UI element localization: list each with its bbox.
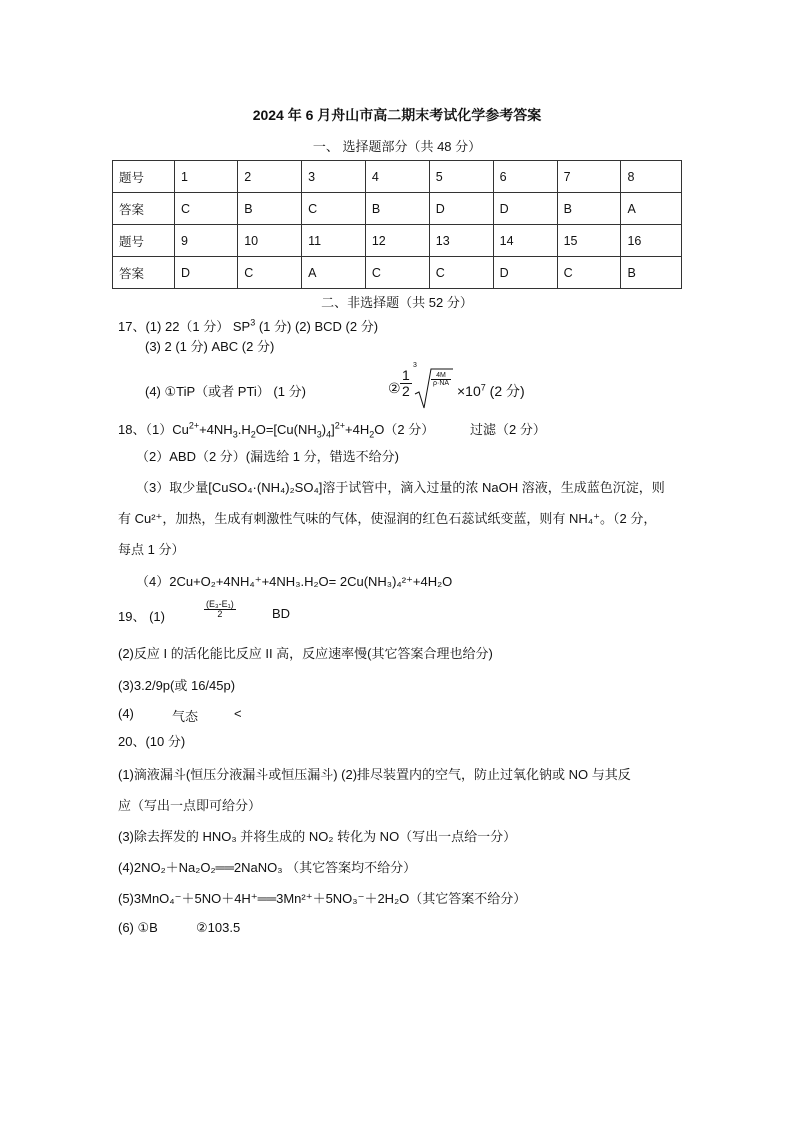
table-cell: 15 bbox=[557, 225, 621, 257]
table-cell: 14 bbox=[493, 225, 557, 257]
table-cell: 7 bbox=[557, 161, 621, 193]
table-cell: 3 bbox=[302, 161, 366, 193]
q20-line-2: 应（写出一点即可给分） bbox=[118, 798, 262, 813]
q18-line-1: 18、$(1)Cu^{2+}+4NH_3.H_2O=[Cu(NH_3)_4]^{2+}+4H_2O(2$ 分） bbox=[118, 420, 435, 440]
q17-line-2: (3) 2 (1 分) ABC (2 分) bbox=[145, 339, 275, 354]
q19-fraction: $\frac{\text{(E₃-E₁)}}{2}$ bbox=[206, 599, 234, 620]
table-cell: D bbox=[493, 257, 557, 289]
table-cell: B bbox=[365, 193, 429, 225]
table-cell: 5 bbox=[429, 161, 493, 193]
table-cell: D bbox=[493, 193, 557, 225]
table-cell: A bbox=[621, 193, 682, 225]
table-cell: 16 bbox=[621, 225, 682, 257]
table-cell: A bbox=[302, 257, 366, 289]
q19-line-1-label: 19、 (1) bbox=[118, 609, 165, 624]
q19-gas-answer: 气态 bbox=[172, 709, 199, 724]
answer-table bbox=[112, 160, 682, 289]
table-row-header: 题号 bbox=[113, 161, 175, 193]
q18-line-3: （3）取少量[CuSO₄·(NH₄)₂SO₄]溶于试管中，滴入过量的浓 NaOH 溶液，生成蓝色沉淀，则 bbox=[136, 480, 665, 495]
q18-line-5: 每点 1 分） bbox=[118, 542, 185, 557]
table-cell: 12 bbox=[365, 225, 429, 257]
table-row bbox=[113, 225, 682, 257]
table-row-header: 答案 bbox=[113, 257, 175, 289]
table-row-header: 题号 bbox=[113, 225, 175, 257]
table-cell: 4 bbox=[365, 161, 429, 193]
table-row bbox=[113, 193, 682, 225]
q18-line-6: （4）2Cu+O₂+4NH₄⁺+4NH₃.H₂O= 2Cu(NH₃)₄²⁺+4H₂O bbox=[136, 574, 453, 589]
table-row-header: 答案 bbox=[113, 193, 175, 225]
q20-line-6b: ②103.5 bbox=[196, 920, 241, 935]
q19-line-2: (2)反应 I 的活化能比反应 II 高，反应速率慢(其它答案合理也给分) bbox=[118, 646, 493, 661]
table-cell: D bbox=[174, 257, 237, 289]
q19-line-4-label: (4) bbox=[118, 706, 134, 721]
q20-line-1: (1)滴液漏斗(恒压分液漏斗或恒压漏斗) (2)排尽装置内的空气，防止过氧化钠或 NO 与其反 bbox=[118, 767, 631, 782]
q18-line-2: （2）ABD（2 分）(漏选给 1 分，错选不给分) bbox=[136, 449, 399, 464]
table-row bbox=[113, 257, 682, 289]
table-cell: 8 bbox=[621, 161, 682, 193]
table-cell: B bbox=[557, 193, 621, 225]
section-1-heading: 一、 选择题部分（共 48 分） bbox=[312, 139, 482, 154]
table-cell: 6 bbox=[493, 161, 557, 193]
q20-line-5: (5)3MnO₄⁻＋5NO＋4H⁺══3Mn²⁺＋5NO₃⁻＋2H₂O（其它答案不给分） bbox=[118, 891, 527, 906]
table-cell: B bbox=[621, 257, 682, 289]
table-cell: C bbox=[365, 257, 429, 289]
table-cell: 2 bbox=[238, 161, 302, 193]
table-cell: 1 bbox=[174, 161, 237, 193]
table-cell: C bbox=[238, 257, 302, 289]
table-cell: 11 bbox=[302, 225, 366, 257]
page-title: 2024 年 6 月舟山市高二期末考试化学参考答案 bbox=[252, 107, 542, 123]
q17-line-1: 17、(1) 22（1 分） $SP^3$ (1 分) (2) BCD (2 分) bbox=[118, 317, 379, 334]
table-cell: C bbox=[302, 193, 366, 225]
q18-line-4: 有 Cu²⁺，加热，生成有刺激性气味的气体，使湿润的红色石蕊试纸变蓝，则有 NH₄⁺。（2 分， bbox=[118, 511, 657, 526]
table-cell: 13 bbox=[429, 225, 493, 257]
table-cell: C bbox=[429, 257, 493, 289]
table-cell: C bbox=[557, 257, 621, 289]
q20-heading: 20、(10 分) bbox=[118, 734, 186, 749]
q20-line-4: (4)2NO₂＋Na₂O₂══2NaNO₃ （其它答案均不给分） bbox=[118, 860, 417, 875]
q19-line-3: (3)3.2/9p(或 16/45p) bbox=[118, 678, 236, 693]
table-cell: B bbox=[238, 193, 302, 225]
q20-line-6a: (6) ①B bbox=[118, 920, 158, 935]
table-cell: 9 bbox=[174, 225, 237, 257]
q19-less-than-answer: < bbox=[234, 706, 242, 721]
table-row bbox=[113, 161, 682, 193]
section-2-heading: 二、非选择题（共 52 分） bbox=[321, 295, 473, 310]
q18-filter-answer: 过滤（2 分） bbox=[470, 422, 546, 437]
table-cell: D bbox=[429, 193, 493, 225]
table-cell: C bbox=[174, 193, 237, 225]
q19-bd-answer: BD bbox=[272, 606, 291, 621]
table-cell: 10 bbox=[238, 225, 302, 257]
q20-line-3: (3)除去挥发的 HNO₃ 并将生成的 NO₂ 转化为 NO（写出一点给一分） bbox=[118, 829, 517, 844]
